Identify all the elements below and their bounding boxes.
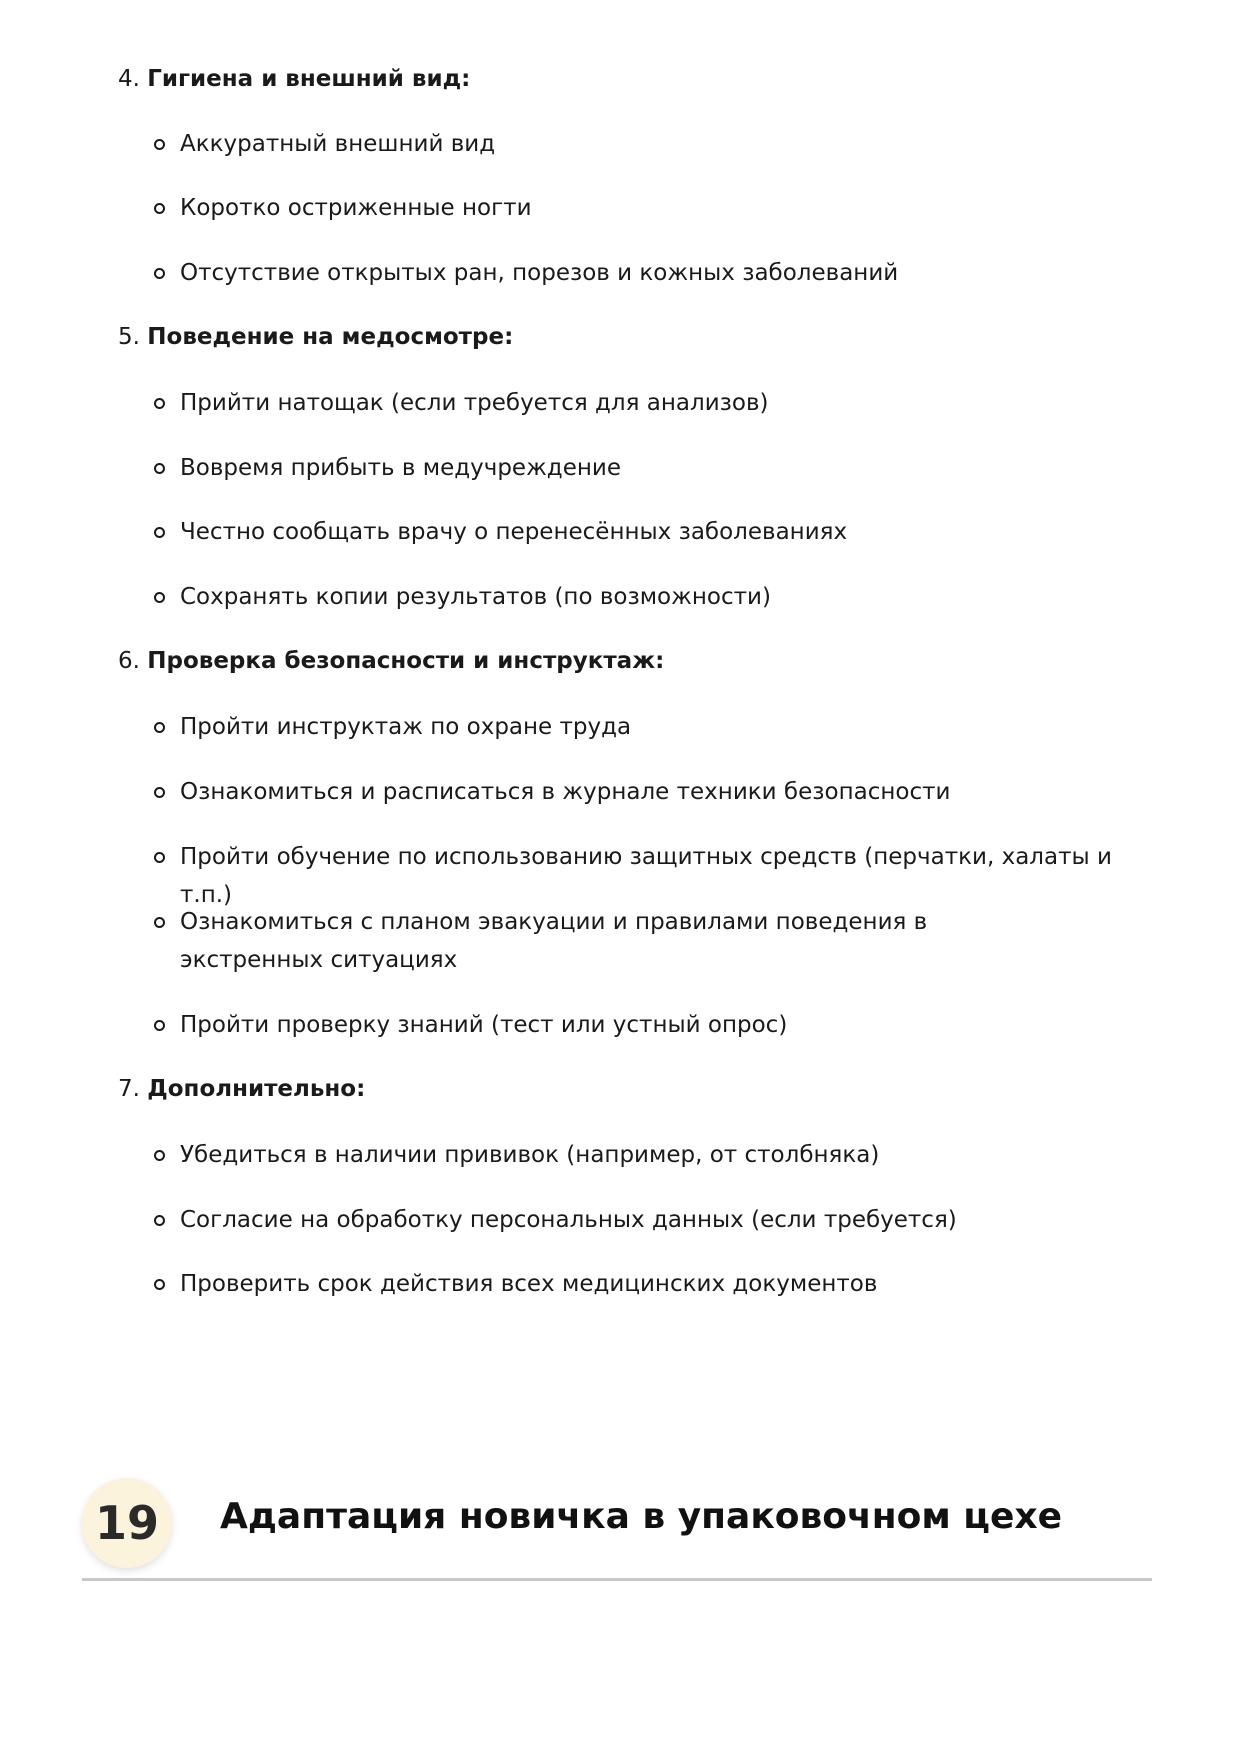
bullet-icon xyxy=(154,203,165,214)
bullet-icon xyxy=(154,463,165,474)
bullet-icon xyxy=(154,398,165,409)
section-heading xyxy=(118,1072,1148,1106)
chapter-title: Адаптация новичка в упаковочном цехе xyxy=(220,1496,1063,1537)
bullet-icon xyxy=(154,852,165,863)
section-number: 7. xyxy=(118,1076,140,1102)
section-number: 6. xyxy=(118,648,140,674)
list-item xyxy=(180,513,1140,551)
section-title: Проверка безопасности и инструктаж: xyxy=(147,648,665,674)
list-item xyxy=(180,773,1140,811)
list-item xyxy=(180,125,1140,163)
list-item-text: Сохранять копии результатов (по возможности) xyxy=(180,584,771,610)
list-item xyxy=(180,578,1140,616)
section-heading xyxy=(118,62,1148,96)
section-medical-exam xyxy=(118,320,1148,610)
chapter-number-badge: 19 xyxy=(82,1478,172,1568)
section-title: Поведение на медосмотре: xyxy=(147,324,514,350)
chapter-divider xyxy=(82,1578,1152,1581)
bullet-icon xyxy=(154,722,165,733)
bullet-icon xyxy=(154,268,165,279)
bullet-icon xyxy=(154,1215,165,1226)
list-item xyxy=(180,189,1140,227)
list-item-text: Проверить срок действия всех медицинских документов xyxy=(180,1271,878,1297)
list-item-text: Вовремя прибыть в медучреждение xyxy=(180,455,621,481)
list-item xyxy=(180,708,1140,746)
section-hygiene xyxy=(118,62,1148,286)
section-safety-briefing xyxy=(118,644,1148,1038)
list-item-text: Пройти проверку знаний (тест или устный опрос) xyxy=(180,1012,788,1038)
section-heading xyxy=(118,320,1148,354)
list-item xyxy=(180,1201,1140,1239)
section-number: 4. xyxy=(118,66,140,92)
section-additional xyxy=(118,1072,1148,1297)
bullet-icon xyxy=(154,917,165,928)
list-item xyxy=(180,449,1140,487)
list-item-text: Убедиться в наличии прививок (например, от столбняка) xyxy=(180,1142,880,1168)
list-item xyxy=(180,254,1140,292)
bullet-icon xyxy=(154,787,165,798)
list-item-text: Аккуратный внешний вид xyxy=(180,131,496,157)
bullet-icon xyxy=(154,139,165,150)
section-title: Гигиена и внешний вид: xyxy=(147,66,471,92)
list-item-text: Согласие на обработку персональных данных (если требуется) xyxy=(180,1207,957,1233)
bullet-icon xyxy=(154,592,165,603)
list-item xyxy=(180,1136,1140,1174)
list-item xyxy=(180,903,1050,979)
chapter-header xyxy=(82,1478,1152,1578)
list-item xyxy=(180,1265,1140,1303)
list-item-text: Ознакомиться с планом эвакуации и правилами поведения в экстренных ситуациях xyxy=(180,909,928,973)
list-item-text: Пройти инструктаж по охране труда xyxy=(180,714,632,740)
list-item-text: Пройти обучение по использованию защитных средств (перчатки, халаты и т.п.) xyxy=(180,844,1112,908)
list-item-text: Честно сообщать врачу о перенесённых заболеваниях xyxy=(180,519,848,545)
bullet-icon xyxy=(154,527,165,538)
list-item-text: Коротко остриженные ногти xyxy=(180,195,532,221)
section-number: 5. xyxy=(118,324,140,350)
list-item-text: Отсутствие открытых ран, порезов и кожных заболеваний xyxy=(180,260,899,286)
list-item-text: Прийти натощак (если требуется для анализов) xyxy=(180,390,769,416)
section-heading xyxy=(118,644,1148,678)
list-item xyxy=(180,384,1140,422)
list-item xyxy=(180,1006,1140,1044)
section-title: Дополнительно: xyxy=(147,1076,366,1102)
bullet-icon xyxy=(154,1150,165,1161)
bullet-icon xyxy=(154,1279,165,1290)
list-item-text: Ознакомиться и расписаться в журнале техники безопасности xyxy=(180,779,951,805)
bullet-icon xyxy=(154,1020,165,1031)
